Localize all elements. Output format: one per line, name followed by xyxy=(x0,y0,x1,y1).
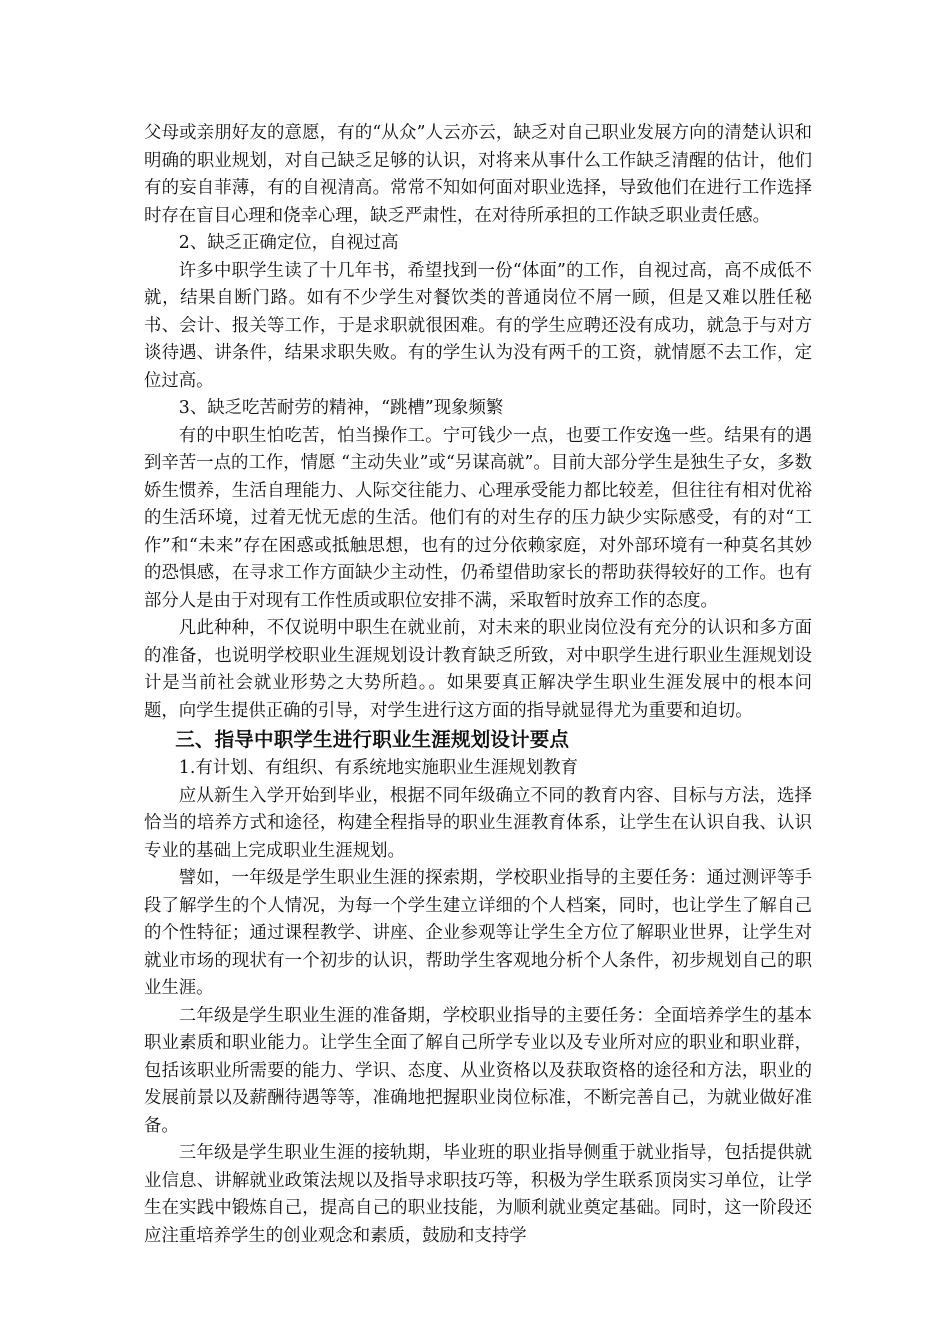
paragraph-body: 譬如，一年级是学生职业生涯的探索期，学校职业指导的主要任务：通过测评等手段了解学生的个人情况，为每一个学生建立详细的个人档案，同时，也让学生了解自己的个性特征；通过课程教学、讲座、企业参观等让学生全方位了解职业世界，让学生对就业市场的现状有一个初步的认识，帮助学生客观地分析个人条件，初步规划自己的职业生涯。 xyxy=(144,868,812,998)
paragraph-body: 应从新生入学开始到毕业，根据不同年级确立不同的教育内容、目标与方法，选择恰当的培养方式和途径，构建全程指导的职业生涯教育体系，让学生在认识自我、认识专业的基础上完成职业生涯规划。 xyxy=(144,785,812,861)
section-heading: 三、指导中职学生进行职业生涯规划设计要点 xyxy=(175,728,570,751)
subheading-lack-positioning: 2、缺乏正确定位，自视过高 xyxy=(178,233,399,253)
paragraph-body: 许多中职学生读了十几年书，希望找到一份“体面”的工作，自视过高，高不成低不就，结果自断门路。如有不少学生对餐饮类的普通岗位不屑一顾，但是又难以胜任秘书、会计、报关等工作，于是求职就很困难。有的学生应聘还没有成功，就急于与对方谈待遇、讲条件，结果求职失败。有的学生认为没有两千的工资，就情愿不去工作，定位过高。 xyxy=(144,260,812,391)
paragraph-body: 凡此种种，不仅说明中职生在就业前，对未来的职业岗位没有充分的认识和多方面的准备，也说明学校职业生涯规划设计教育缺乏所致，对中职学生进行职业生涯规划设计是当前社会就业形势之大势所趋。。如果要真正解决学生职业生涯发展中的根本问题，向学生提供正确的引导，对学生进行这方面的指导就显得尤为重要和迫切。 xyxy=(144,618,812,721)
paragraph-body: 有的中职生怕吃苦，怕当操作工。宁可钱少一点，也要工作安逸一些。结果有的遇到辛苦一点的工作，情愿 “主动失业”或“另谋高就”。目前大部分学生是独生子女，多数娇生惯养，生活自理能力、人际交往能力、心理承受能力都比较差，但往往有相对优裕的生活环境，过着无忧无虑的生活。他们有的对生存的压力缺少实际感受，有的对“工作”和“未来”存在困惑或抵触思想，也有的过分依赖家庭，对外部环境有一种莫名其妙的恐惧感，在寻求工作方面缺少主动性，仍希望借助家长的帮助获得较好的工作。也有部分人是由于对现有工作性质或职位安排不满，采取暂时放弃工作的态度。 xyxy=(144,425,812,611)
paragraph-body: 三年级是学生职业生涯的接轨期，毕业班的职业指导侧重于就业指导，包括提供就业信息、讲解就业政策法规以及指导求职技巧等，积极为学生联系顶岗实习单位，让学生在实践中锻炼自己，提高自己的职业技能，为顺利就业奠定基础。同时，这一阶段还应注重培养学生的创业观念和素质，鼓励和支持学 xyxy=(144,1143,812,1246)
document-page xyxy=(144,120,812,1250)
subheading-lack-endurance: 3、缺乏吃苦耐劳的精神，“跳槽”现象频繁 xyxy=(178,398,504,418)
paragraph-body: 二年级是学生职业生涯的准备期，学校职业指导的主要任务：全面培养学生的基本职业素质和职业能力。让学生全面了解自己所学专业以及专业所对应的职业和职业群，包括该职业所需要的能力、学识、态度、从业资格以及获取资格的途径和方法，职业的发展前景以及薪酬待遇等等，准确地把握职业岗位标准，不断完善自己，为就业做好准备。 xyxy=(144,1005,812,1136)
subheading-planned-education: 1.有计划、有组织、有系统地实施职业生涯规划教育 xyxy=(178,758,578,778)
paragraph-continuation: 父母或亲朋好友的意愿，有的“从众”人云亦云，缺乏对自己职业发展方向的清楚认识和明确的职业规划，对自己缺乏足够的认识，对将来从事什么工作缺乏清醒的估计，他们有的妄自菲薄，有的自视清高。常常不知如何面对职业选择，导致他们在进行工作选择时存在盲目心理和侥幸心理，缺乏严肃性，在对待所承担的工作缺乏职业责任感。 xyxy=(144,123,812,226)
